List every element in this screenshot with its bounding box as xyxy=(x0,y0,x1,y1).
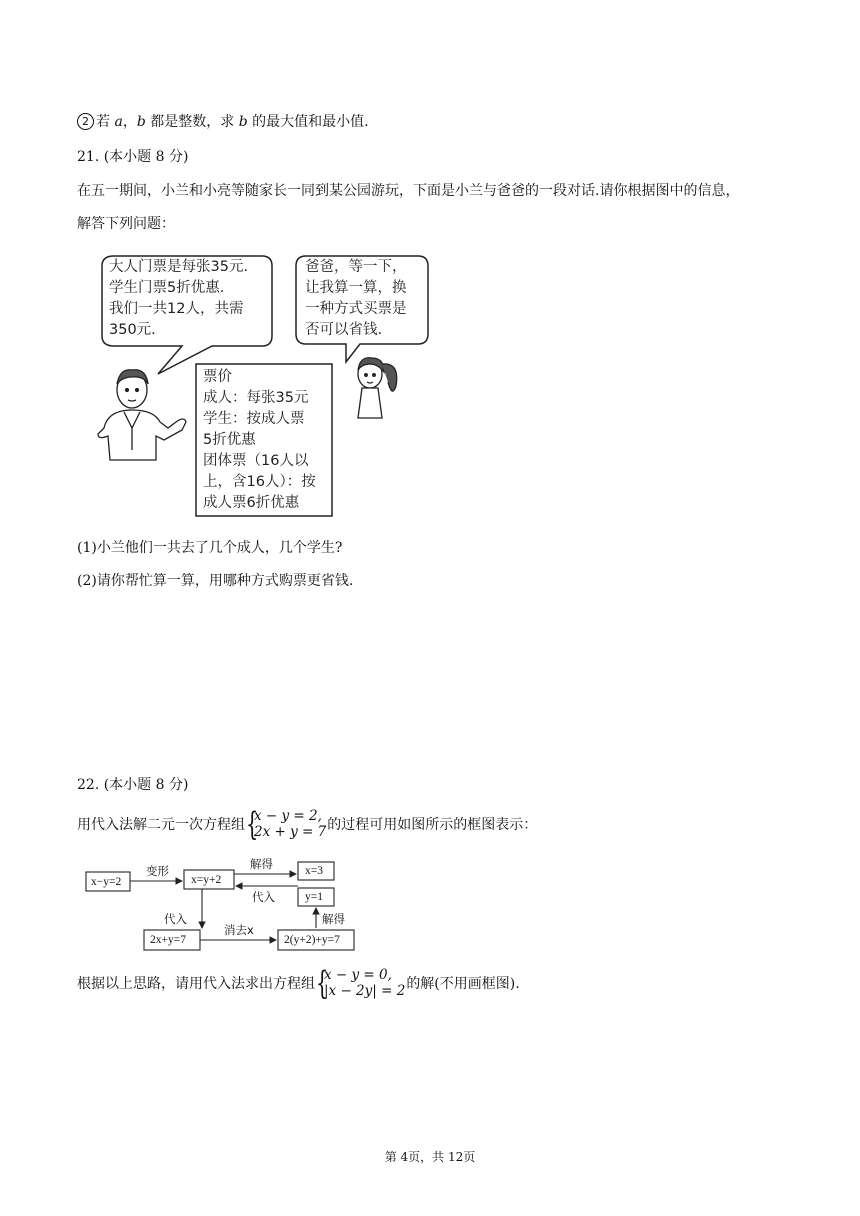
text-seg: 都是整数，求 xyxy=(145,114,239,130)
q22-intro-before: 用代入法解二元一次方程组 xyxy=(77,817,245,833)
father-bubble-line: 350元. xyxy=(109,322,156,338)
flow-label-transform: 变形 xyxy=(146,864,169,878)
flow-box-substituted: 2(y+2)+y=7 xyxy=(284,934,340,946)
equation-row: 2x + y = 7 xyxy=(254,824,327,840)
q21-intro-line1: 在五一期间，小兰和小亮等随家长一同到某公园游玩，下面是小兰与爸爸的一段对话.请你根据图中的信息， xyxy=(77,183,740,199)
q22-task-after: 的解(不用画框图). xyxy=(406,976,520,992)
left-brace-icon: { xyxy=(246,805,259,843)
father-figure xyxy=(98,370,186,460)
text-seg: 若 xyxy=(96,114,115,130)
q20-part2-line xyxy=(77,112,369,132)
flow-box-x-minus-y: x−y=2 xyxy=(91,876,122,888)
var-b: b xyxy=(238,114,248,130)
text-seg: ， xyxy=(122,114,137,130)
q22-intro-after: 的过程可用如图所示的框图表示： xyxy=(327,817,538,833)
flow-box-x-result: x=3 xyxy=(305,865,323,877)
price-board-line: 成人：每张35元 xyxy=(203,390,309,406)
price-board-line: 票价 xyxy=(203,369,232,385)
father-bubble-line: 大人门票是每张35元. xyxy=(109,259,249,275)
flow-box-2x-plus-y: 2x+y=7 xyxy=(150,934,186,946)
equation-system-2 xyxy=(316,964,406,1002)
price-board-line: 上，含16人）：按 xyxy=(203,474,316,490)
equation-row: x − y = 0, xyxy=(324,967,392,983)
q21-heading: 21. (本小题 8 分) xyxy=(77,149,189,165)
price-board-line: 学生：按成人票 xyxy=(203,411,305,427)
var-a: a xyxy=(114,114,123,130)
circled-number-2: 2 xyxy=(77,113,94,130)
substitution-flowchart xyxy=(84,856,384,956)
q22-heading: 22. (本小题 8 分) xyxy=(77,777,189,793)
flow-label-eliminate: 消去x xyxy=(224,923,254,937)
flow-label-solve-top: 解得 xyxy=(250,857,273,871)
q21-intro-line2: 解答下列问题： xyxy=(77,216,175,232)
ticket-dialogue-illustration xyxy=(84,250,434,520)
equation-system-1 xyxy=(246,805,327,843)
equation-row: |x − 2y| = 2 xyxy=(324,983,406,999)
q22-task xyxy=(77,964,520,1002)
girl-figure xyxy=(358,358,397,418)
flow-label-substitute-mid: 代入 xyxy=(252,890,275,904)
equation-row: x − y = 2, xyxy=(254,808,322,824)
flow-box-x-equals: x=y+2 xyxy=(191,874,222,886)
text-seg: 的最大值和最小值. xyxy=(247,114,369,130)
flow-box-y-result: y=1 xyxy=(305,891,323,903)
father-bubble-line: 学生门票5折优惠. xyxy=(109,280,225,296)
q21-subquestion-1: (1)小兰他们一共去了几个成人，几个学生? xyxy=(77,540,343,556)
girl-bubble-line: 一种方式买票是 xyxy=(305,301,407,317)
q22-intro xyxy=(77,805,538,843)
flow-label-substitute-left: 代入 xyxy=(164,912,187,926)
q21-subquestion-2: (2)请你帮忙算一算，用哪种方式购票更省钱. xyxy=(77,573,354,589)
girl-bubble-line: 爸爸，等一下， xyxy=(305,259,407,275)
price-board-line: 成人票6折优惠 xyxy=(203,495,300,511)
girl-bubble-line: 让我算一算，换 xyxy=(305,280,407,296)
girl-bubble-line: 否可以省钱. xyxy=(305,322,383,338)
price-board-line: 5折优惠 xyxy=(203,432,256,448)
page-footer: 第 4页，共 12页 xyxy=(384,1150,476,1164)
flow-label-solve-right: 解得 xyxy=(322,912,345,926)
father-bubble-line: 我们一共12人，共需 xyxy=(109,301,244,317)
price-board-line: 团体票（16人以 xyxy=(203,453,309,469)
var-b: b xyxy=(136,114,146,130)
q22-task-before: 根据以上思路，请用代入法求出方程组 xyxy=(77,976,315,992)
left-brace-icon: { xyxy=(316,964,329,1002)
